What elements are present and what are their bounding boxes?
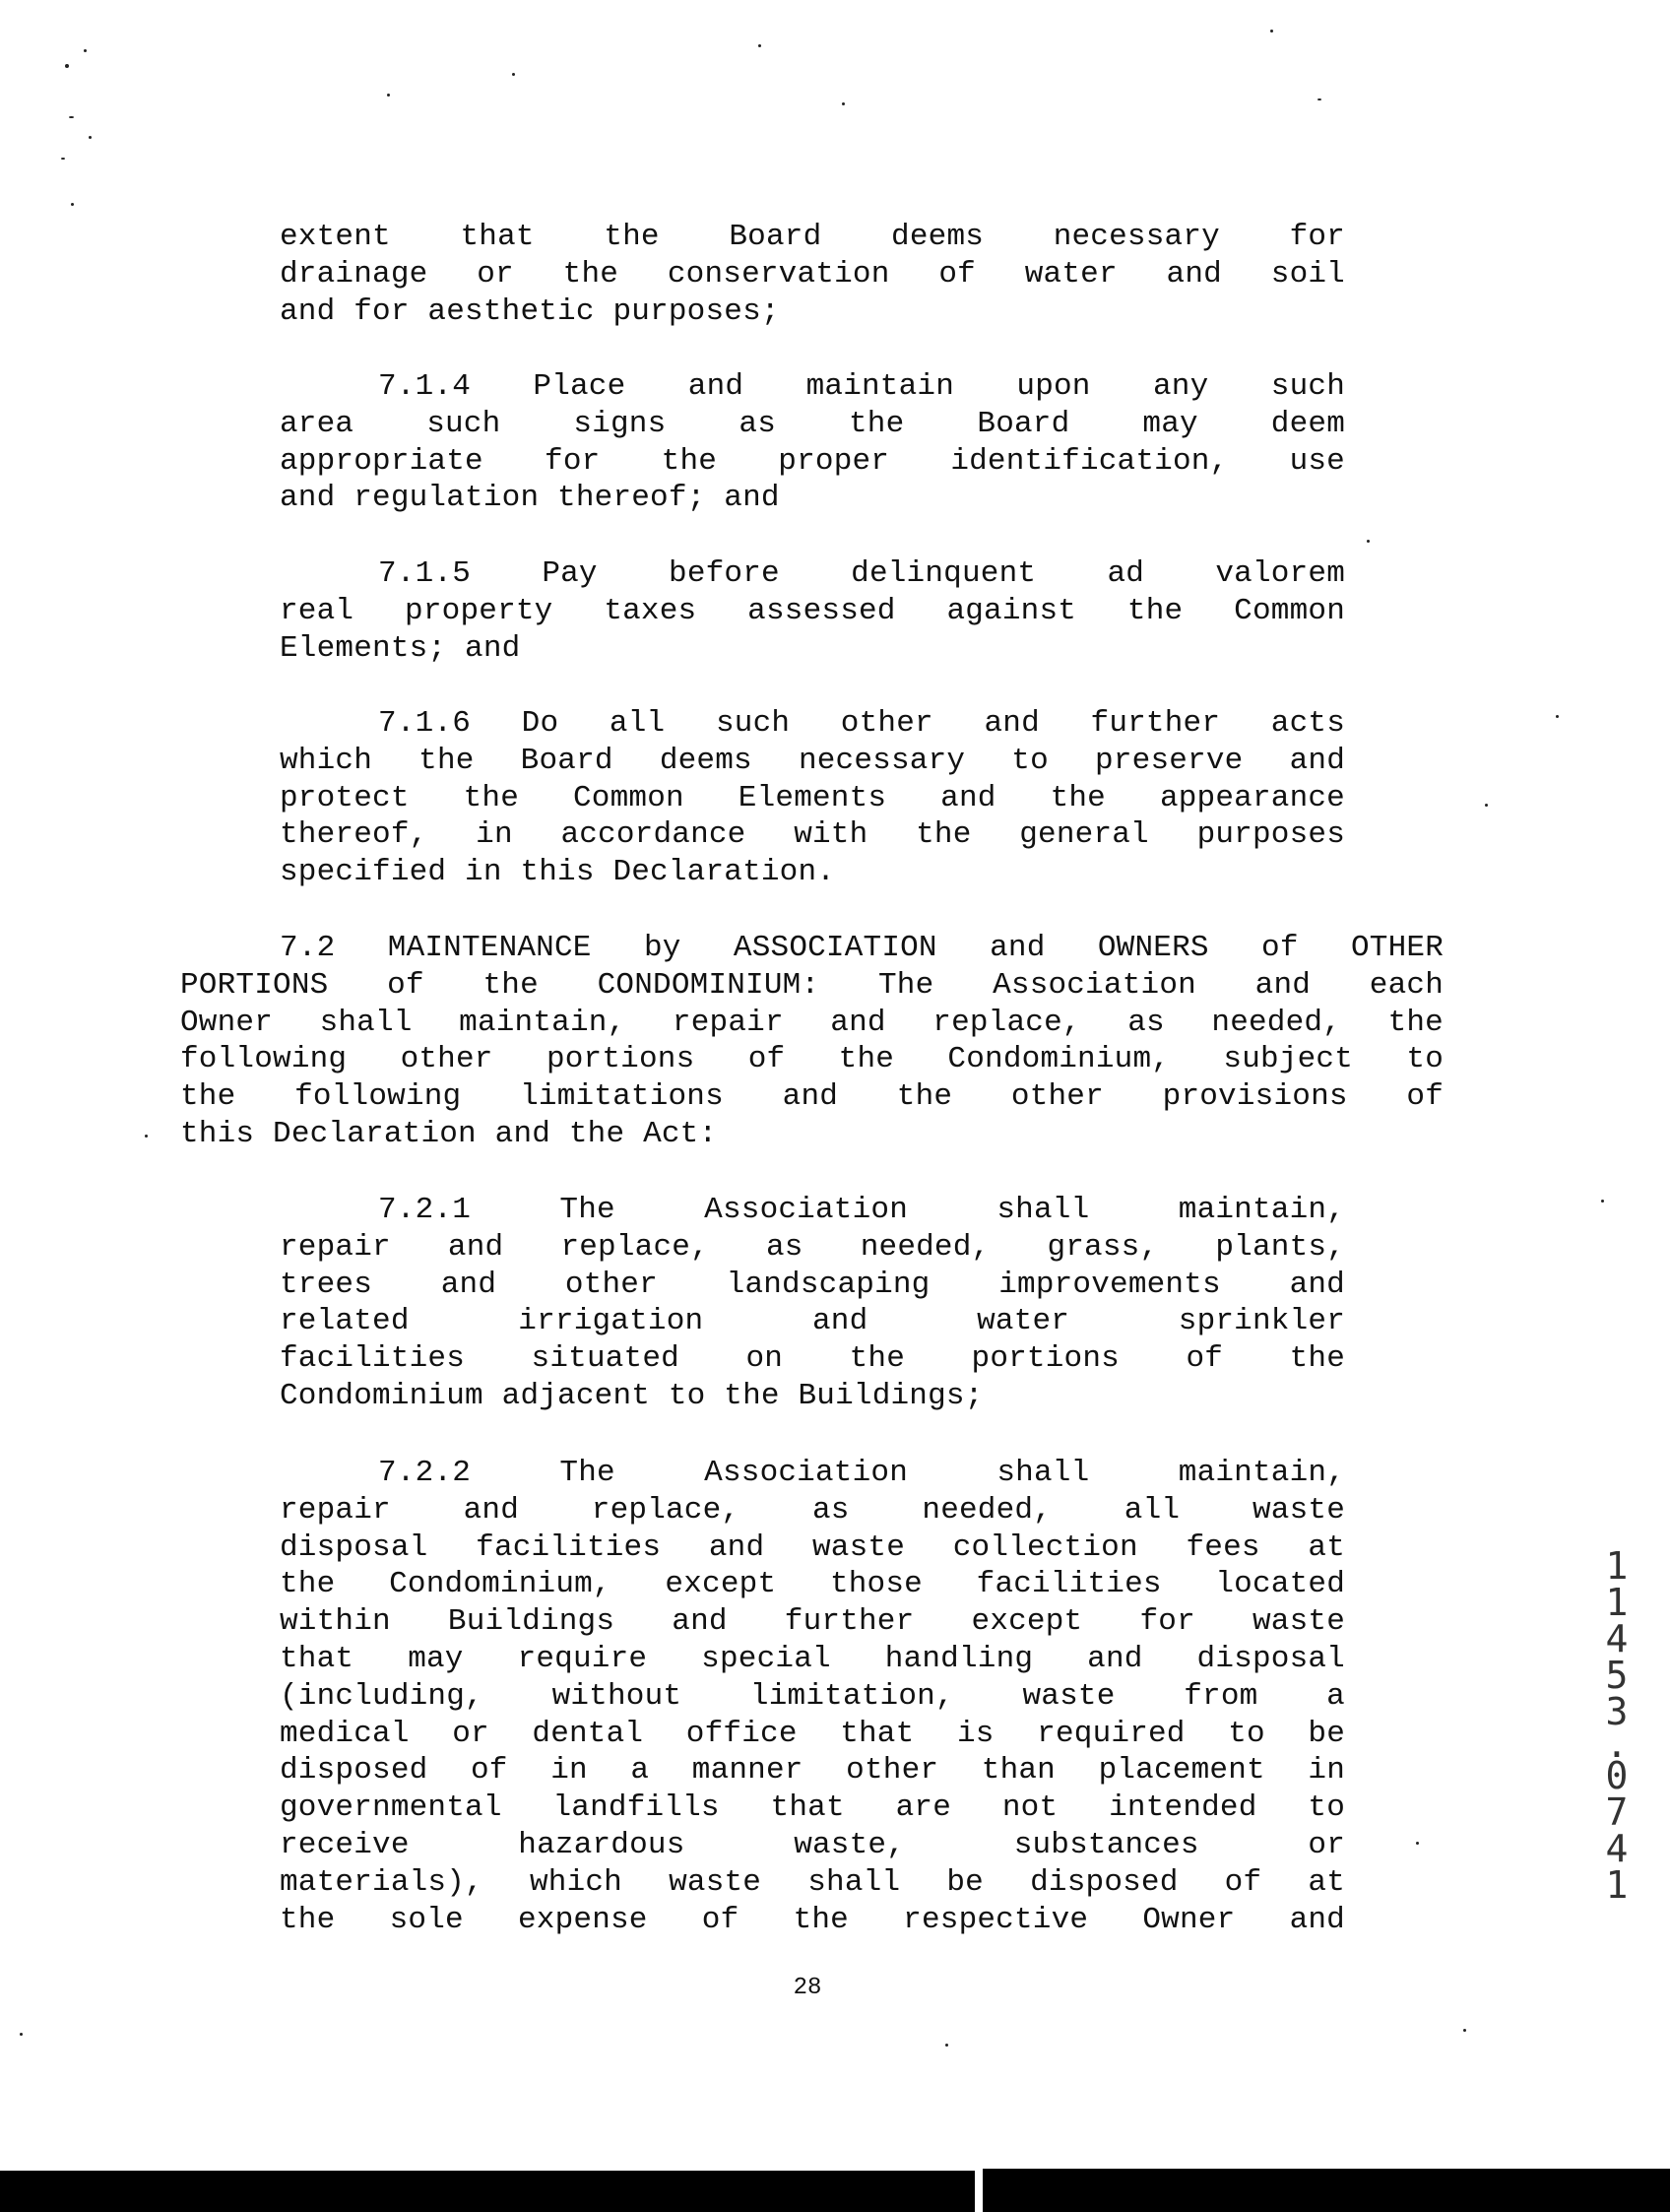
text-line: thereof, in accordance with the general purposes — [280, 817, 1345, 853]
scan-speck — [1416, 1842, 1419, 1845]
scan-speck — [1601, 1200, 1604, 1203]
stamp-digit: 0 — [1605, 1754, 1629, 1797]
text-line: disposed of in a manner other than placement in — [280, 1753, 1345, 1789]
paragraph-7-1-4 — [280, 368, 1345, 517]
text-line: related irrigation and water sprinkler — [280, 1304, 1345, 1339]
scan-speck — [1463, 2029, 1466, 2032]
text-line: drainage or the conservation of water and soil — [280, 256, 1345, 292]
text-line: repair and replace, as needed, all waste — [280, 1492, 1345, 1528]
text-line: the following limitations and the other provisions of — [180, 1079, 1444, 1115]
text-line: 7.2.1 The Association shall maintain, — [378, 1193, 1345, 1227]
text-line: 7.1.4 Place and maintain upon any such — [378, 369, 1345, 404]
text-line: repair and replace, as needed, grass, plants, — [280, 1229, 1345, 1265]
scan-speck — [842, 102, 845, 105]
stamp-digit: 5 — [1605, 1654, 1629, 1697]
document-stamp-number — [1599, 1544, 1635, 1907]
text-line: real property taxes assessed against the Common — [280, 593, 1345, 628]
scan-speck — [20, 2033, 23, 2036]
scan-speck — [1556, 715, 1559, 718]
text-line: materials), which waste shall be disposed of at — [280, 1864, 1345, 1900]
scan-speck — [945, 2044, 948, 2047]
text-line: 7.1.6 Do all such other and further acts — [378, 706, 1345, 741]
stamp-digit: 1 — [1605, 1863, 1629, 1907]
scan-speck — [69, 116, 74, 118]
text-line: Elements; and — [280, 630, 521, 666]
text-line: and regulation thereof; and — [280, 481, 780, 516]
scan-speck — [145, 1135, 148, 1138]
text-line: (including, without limitation, waste from a — [280, 1678, 1345, 1714]
stamp-digit: 7 — [1605, 1790, 1629, 1834]
text-line: within Buildings and further except for waste — [280, 1604, 1345, 1640]
scan-speck — [512, 73, 515, 76]
scan-speck — [71, 203, 74, 206]
text-line: governmental landfills that are not intended to — [280, 1790, 1345, 1826]
text-line: which the Board deems necessary to preserve and — [280, 743, 1345, 778]
text-line: facilities situated on the portions of the — [280, 1341, 1345, 1377]
text-line: medical or dental office that is required to be — [280, 1716, 1345, 1751]
scan-speck — [1317, 98, 1321, 100]
stamp-digit: 1 — [1605, 1581, 1629, 1624]
paragraph-continuation — [280, 219, 1345, 330]
scan-border-right — [983, 2169, 1670, 2212]
scan-speck — [1485, 804, 1488, 807]
text-line: the sole expense of the respective Owner and — [280, 1902, 1345, 1937]
text-line: protect the Common Elements and the appearance — [280, 780, 1345, 815]
text-line: appropriate for the proper identification, use — [280, 443, 1345, 479]
paragraph-7-1-5 — [280, 555, 1345, 667]
text-line: this Declaration and the Act: — [180, 1116, 718, 1151]
stamp-digit: 4 — [1605, 1617, 1629, 1660]
page-number: 28 — [793, 1975, 822, 2001]
scan-border-left — [0, 2171, 975, 2212]
scan-speck — [65, 64, 69, 68]
text-line: specified in this Declaration. — [280, 855, 836, 890]
text-line: 7.2.2 The Association shall maintain, — [378, 1456, 1345, 1490]
stamp-digit: 3 — [1605, 1690, 1629, 1733]
scan-speck — [1270, 30, 1273, 33]
text-line: that may require special handling and disposal — [280, 1641, 1345, 1676]
scan-speck — [1367, 540, 1370, 543]
text-line: trees and other landscaping improvements and — [280, 1267, 1345, 1302]
paragraph-7-2-1 — [280, 1192, 1345, 1415]
text-line: PORTIONS of the CONDOMINIUM: The Association and each — [180, 967, 1444, 1003]
text-line: 7.1.5 Pay before delinquent ad valorem — [378, 556, 1345, 591]
text-line: 7.2 MAINTENANCE by ASSOCIATION and OWNERS of OTHER — [280, 931, 1444, 965]
paragraph-7-1-6 — [280, 705, 1345, 891]
scan-speck — [61, 158, 65, 160]
text-line: disposal facilities and waste collection fees at — [280, 1529, 1345, 1565]
text-line: and for aesthetic purposes; — [280, 293, 780, 329]
text-line: the Condominium, except those facilities located — [280, 1567, 1345, 1602]
scan-speck — [84, 49, 87, 52]
stamp-digit: 4 — [1605, 1827, 1629, 1870]
text-line: receive hazardous waste, substances or — [280, 1827, 1345, 1862]
scan-speck — [758, 44, 761, 47]
paragraph-7-2-2 — [280, 1455, 1345, 1938]
paragraph-7-2 — [180, 930, 1444, 1153]
text-line: Condominium adjacent to the Buildings; — [280, 1378, 984, 1413]
text-line: Owner shall maintain, repair and replace, as needed, the — [180, 1005, 1444, 1040]
text-line: extent that the Board deems necessary for — [280, 220, 1345, 254]
stamp-digit: . — [1605, 1723, 1629, 1766]
scan-speck — [387, 94, 390, 97]
text-line: area such signs as the Board may deem — [280, 406, 1345, 441]
stamp-digit: 1 — [1605, 1544, 1629, 1588]
scan-speck — [89, 136, 92, 139]
text-line: following other portions of the Condominium, subject to — [180, 1042, 1444, 1077]
